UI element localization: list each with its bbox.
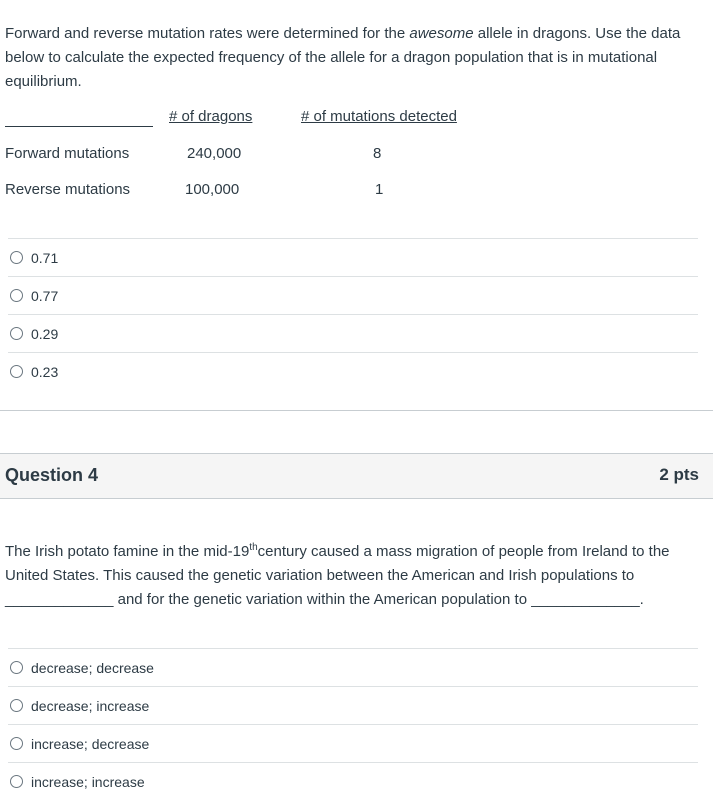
question-4-header	[0, 453, 713, 499]
table-cell-mutations: 1	[375, 181, 384, 198]
question-divider	[0, 410, 713, 411]
radio-button[interactable]	[10, 661, 23, 674]
table-header-mutations: # of mutations detected	[301, 108, 457, 125]
answer-label: 0.71	[31, 249, 59, 266]
question-4-text	[5, 540, 695, 612]
radio-button[interactable]	[10, 365, 23, 378]
table-row-label: Forward mutations	[5, 145, 130, 162]
radio-button[interactable]	[10, 737, 23, 750]
answer-option[interactable]	[8, 686, 698, 724]
radio-button[interactable]	[10, 251, 23, 264]
answer-option[interactable]	[8, 314, 698, 352]
answer-option[interactable]	[8, 724, 698, 762]
answer-label: decrease; decrease	[31, 659, 154, 676]
table-cell-dragons: 240,000	[187, 145, 242, 162]
table-cell-dragons: 100,000	[185, 181, 240, 198]
answer-label: 0.23	[31, 363, 59, 380]
answer-option[interactable]	[8, 238, 698, 276]
answer-label: increase; decrease	[31, 735, 150, 752]
answer-label: increase; increase	[31, 773, 145, 790]
question-3-answers	[8, 238, 698, 390]
question-points: 2 pts	[659, 465, 699, 484]
question-4-text-superscript: th	[249, 542, 258, 553]
question-3-text-part: Forward and reverse mutation rates were determined for the	[5, 25, 410, 42]
table-header-rule	[5, 126, 153, 127]
answer-label: 0.29	[31, 325, 59, 342]
table-cell-mutations: 8	[373, 145, 382, 162]
answer-option[interactable]	[8, 648, 698, 686]
radio-button[interactable]	[10, 699, 23, 712]
question-4-answers	[8, 648, 698, 800]
question-title: Question 4	[5, 465, 99, 485]
radio-button[interactable]	[10, 289, 23, 302]
answer-option[interactable]	[8, 276, 698, 314]
question-4-text-part: The Irish potato famine in the mid-19	[5, 543, 250, 560]
question-4-text-part: century caused a mass migration of people from Ireland to the United States. This caused the genetic variation between the American and Irish populations to _____________ and for the genetic variation within the American population to _____________.	[5, 543, 670, 608]
table-header-dragons: # of dragons	[169, 108, 253, 125]
answer-option[interactable]	[8, 762, 698, 800]
question-3-text-part: allele in dragons. Use the data below to calculate the expected frequency of the allele for a dragon population that is in mutational equilibrium.	[5, 25, 681, 90]
table-row-label: Reverse mutations	[5, 181, 131, 198]
answer-label: decrease; increase	[31, 697, 150, 714]
question-3-text	[5, 22, 695, 94]
question-3-text-emphasis: awesome	[409, 25, 474, 42]
radio-button[interactable]	[10, 775, 23, 788]
radio-button[interactable]	[10, 327, 23, 340]
answer-label: 0.77	[31, 287, 59, 304]
answer-option[interactable]	[8, 352, 698, 390]
